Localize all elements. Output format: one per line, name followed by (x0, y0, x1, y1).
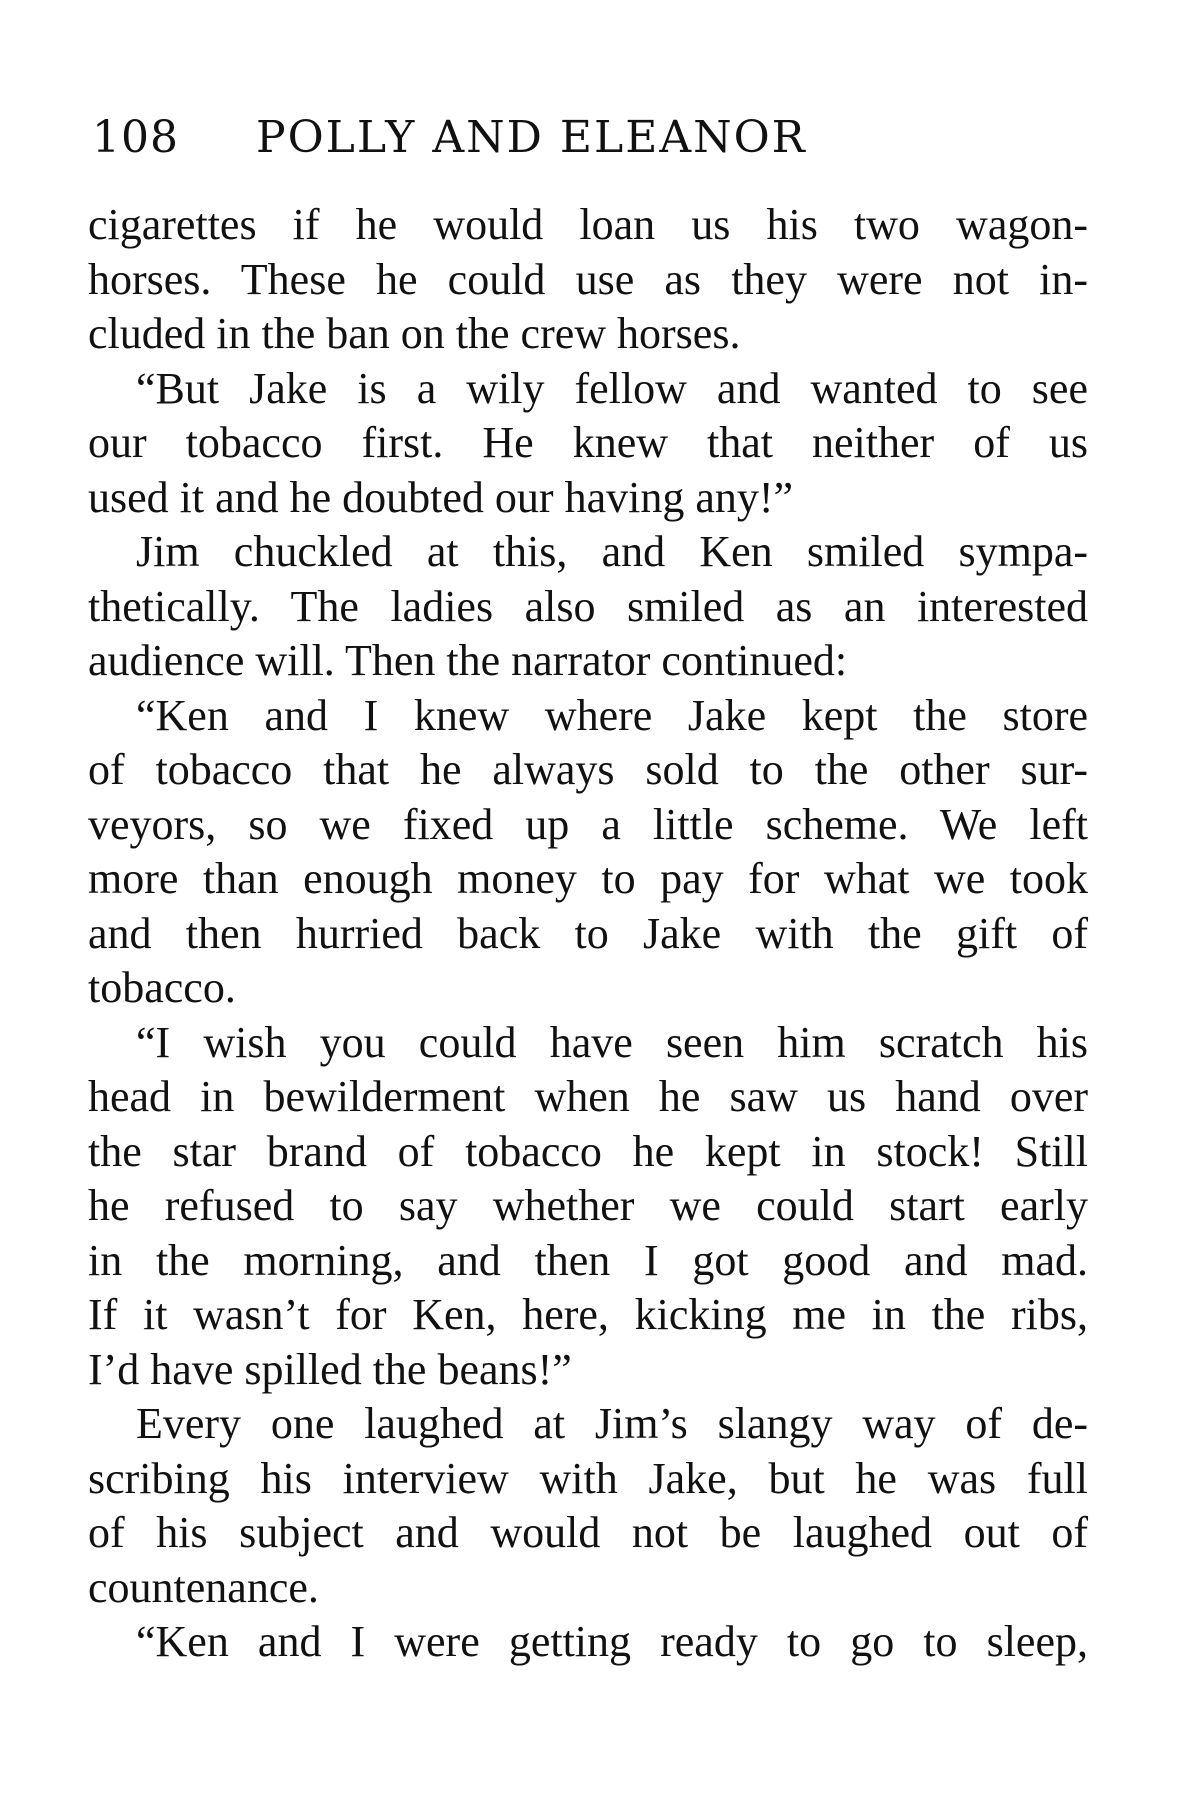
text-line: “But Jake is a wily fellow and wanted to see (136, 363, 1088, 413)
text-line: tobacco. (88, 963, 236, 1012)
text-line: in the morning, and then I got good and mad. (88, 1235, 1088, 1285)
text-line: our tobacco first. He knew that neither of us (88, 418, 1088, 467)
text-line: used it and he doubted our having any!” (88, 472, 794, 522)
text-line: countenance. (88, 1562, 319, 1612)
text-line: veyors, so we fixed up a little scheme. We left (88, 799, 1088, 849)
text-line: “Ken and I knew where Jake kept the store (136, 690, 1088, 740)
text-line: “I wish you could have seen him scratch his (136, 1017, 1088, 1067)
text-line: thetically. The ladies also smiled as an interested (88, 581, 1088, 631)
page-number: 108 (92, 112, 179, 163)
text-line: If it wasn’t for Ken, here, kicking me in the ribs, (88, 1290, 1088, 1339)
text-line: the star brand of tobacco he kept in stock! Still (88, 1126, 1088, 1176)
text-line: of tobacco that he always sold to the other sur- (88, 745, 1088, 794)
text-line: horses. These he could use as they were not in- (88, 254, 1088, 304)
text-line: “Ken and I were getting ready to go to sleep, (136, 1617, 1088, 1666)
text-line: he refused to say whether we could start early (88, 1181, 1088, 1230)
text-line: audience will. Then the narrator continued: (88, 636, 848, 685)
text-line: more than enough money to pay for what we took (88, 854, 1088, 903)
running-head (92, 108, 1092, 168)
text-line: and then hurried back to Jake with the gift of (88, 908, 1088, 958)
text-line: I’d have spilled the beans!” (88, 1344, 572, 1394)
book-title: POLLY AND ELEANOR (256, 112, 807, 163)
text-line: Jim chuckled at this, and Ken smiled sympa- (136, 527, 1088, 576)
text-line: cigarettes if he would loan us his two wagon- (88, 200, 1088, 249)
text-line: head in bewilderment when he saw us hand over (88, 1072, 1088, 1121)
text-line: of his subject and would not be laughed out of (88, 1508, 1088, 1557)
body-text (88, 198, 1088, 1670)
text-line: scribing his interview with Jake, but he was full (88, 1453, 1088, 1503)
text-line: Every one laughed at Jim’s slangy way of de- (136, 1399, 1088, 1448)
text-line: cluded in the ban on the crew horses. (88, 309, 741, 358)
